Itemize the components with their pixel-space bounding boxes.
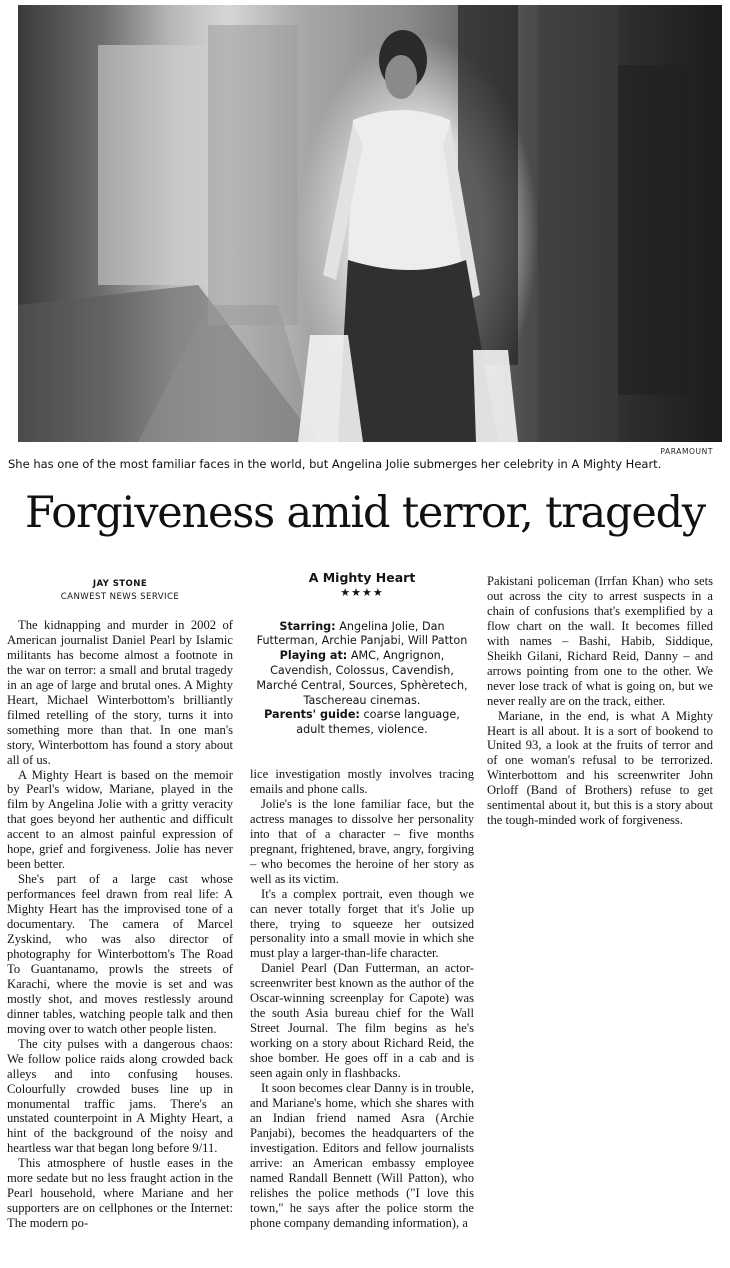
photo-caption: She has one of the most familiar faces in the world, but Angelina Jolie submerges her celebrity in A Mighty Heart.	[8, 457, 662, 471]
photo-credit: PARAMOUNT	[660, 447, 713, 456]
article-column-2	[250, 767, 474, 1231]
guide-value: coarse language, adult themes, violence.	[296, 708, 460, 737]
article-photo	[18, 5, 722, 442]
guide-line	[250, 708, 474, 738]
starring-value: Angelina Jolie, Dan Futterman, Archie Panjabi, Will Patton	[256, 619, 468, 648]
headline: Forgiveness amid terror, tragedy	[24, 488, 705, 538]
paragraph: Pakistani policeman (Irrfan Khan) who sets out across the city to arrest suspects in a chain of confusions that's exemplified by a flow chart on the wall. It becomes filled with names – Bashi, Habib, Siddique, Sheikh Gilani, Richard Reid, Danny – and arrows pointing from one to the other. We never lose track of what is going on, but we never really are on the track, either.	[487, 574, 713, 708]
paragraph: lice investigation mostly involves tracing emails and phone calls.	[250, 767, 474, 796]
star-rating: ★★★★	[340, 585, 384, 599]
byline-service: CANWEST NEWS SERVICE	[60, 592, 180, 602]
paragraph: This atmosphere of hustle eases in the more sedate but no less fraught action in the Pearl household, where Mariane and her supporters are on cellphones or the Internet: The modern po-	[7, 1156, 233, 1231]
paragraph: Mariane, in the end, is what A Mighty Heart is all about. It is a sort of bookend to United 93, a look at the fruits of terror and of one woman's refusal to be terrorized. Winterbottom and his screenwriter John Orloff (Band of Brothers) refuse to get sentimental about it, but this is a story about the tough-minded work of forgiveness.	[487, 708, 713, 828]
paragraph: It soon becomes clear Danny is in trouble, and Mariane's home, which she shares with an Indian friend named Asra (Archie Panjabi), becomes the headquarters of the investigation. Editors and fellow journalists arrive: an American embassy employee named Randall Bennett (Will Patton), who relishes the police methods ("I love this town," he says after the police storm the phone company demanding information), a	[250, 1081, 474, 1230]
paragraph: Daniel Pearl (Dan Futterman, an actor-screenwriter best known as the author of the Oscar-winning screenplay for Capote) was the south Asia bureau chief for the Wall Street Journal. The film begins as he's working on a story about Richard Reid, the shoe bomber. He goes off in a cab and is seen again only in flashbacks.	[250, 961, 474, 1081]
playing-label: Playing at:	[279, 649, 348, 663]
article-column-1	[7, 618, 233, 1231]
byline-author: JAY STONE	[92, 579, 148, 589]
paragraph: The kidnapping and murder in 2002 of American journalist Daniel Pearl by Islamic militants has become almost a footnote in the war on terror: a small and brutal tragedy in an age of large and brutal ones. A Mighty Heart, Michael Winterbottom's brilliantly filmed retelling of the story, turns it into something more than that. In one man's story, Winterbottom has found a story about all of us.	[7, 618, 233, 767]
guide-label: Parents' guide:	[264, 708, 360, 722]
paragraph: A Mighty Heart is based on the memoir by Pearl's widow, Mariane, played in the film by Angelina Jolie with a gritty veracity that goes beyond her authentic and difficult accent to an almost painful expression of hope, grief and forgiveness. Jolie has never been better.	[7, 767, 233, 872]
paragraph: She's part of a large cast whose performances feel drawn from real life: A Mighty Heart has the improvised tone of a documentary. The camera of Marcel Zyskind, who was also director of photography for Winterbottom's The Road To Guantanamo, prowls the streets of Karachi, where the movie is set and was mostly shot, and moves restlessly around dinner tables, watching people talk and then moving over to watch other people listen.	[7, 872, 233, 1036]
paragraph: The city pulses with a dangerous chaos: We follow police raids along crowded back alleys and into confusing houses. Colourfully crowded buses line up in monumental traffic jams. There's an unstated counterpoint in A Mighty Heart, a hint of the background of the noisy and heartless war that began long before 9/11.	[7, 1036, 233, 1156]
review-title: A Mighty Heart	[308, 570, 416, 585]
paragraph: It's a complex portrait, even though we can never totally forget that it's Jolie up there, trying to squeeze her outsized personality into a small movie in which she must play a larger-than-life character.	[250, 886, 474, 961]
byline	[7, 578, 233, 604]
street-scene-illustration	[18, 5, 722, 442]
starring-label: Starring:	[279, 619, 336, 633]
article-column-3	[487, 574, 713, 828]
paragraph: Jolie's is the lone familiar face, but the actress manages to dissolve her personality into that of a character – five months pregnant, frightened, brave, angry, forgiving – who becomes the heroine of her story as well as its victim.	[250, 796, 474, 886]
playing-line	[250, 649, 474, 708]
review-box	[250, 571, 474, 738]
starring-line	[250, 620, 474, 650]
playing-value: AMC, Angrignon, Cavendish, Colossus, Cavendish, Marché Central, Sources, Sphèretech, Taschereau cinemas.	[256, 649, 468, 707]
